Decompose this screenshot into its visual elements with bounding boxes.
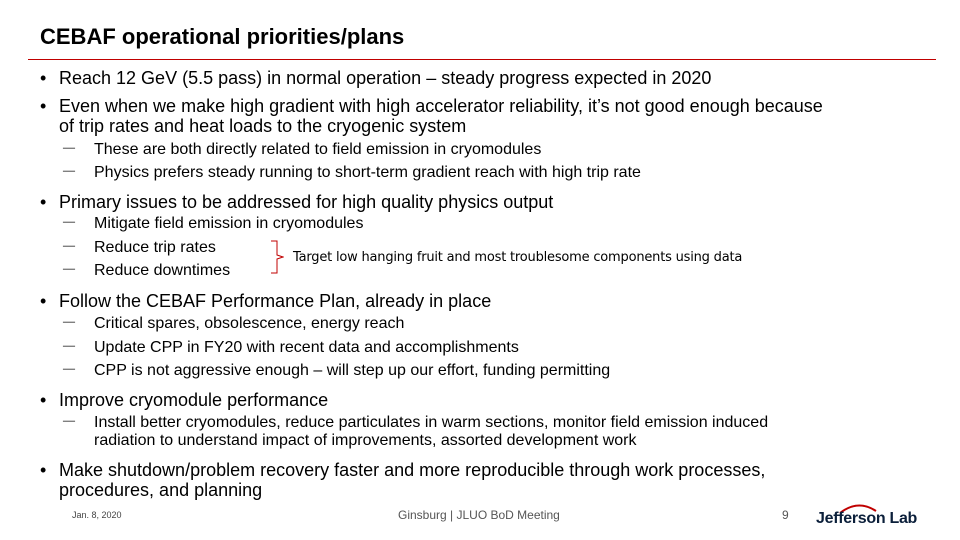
dash-marker: － — [61, 141, 76, 158]
dash-marker: － — [61, 262, 76, 279]
bullet-text: Follow the CEBAF Performance Plan, already in place — [59, 291, 492, 311]
dash-marker: － — [61, 239, 76, 256]
bullet-text: Even when we make high gradient with high accelerator reliability, it’s not good enough because — [59, 96, 823, 116]
bullet-marker: • — [40, 68, 47, 88]
sub-bullet-text: Reduce trip rates — [94, 239, 216, 256]
sub-bullet-text: Physics prefers steady running to short-term gradient reach with high trip rate — [94, 164, 641, 181]
jefferson-lab-logo: Jefferson Lab — [816, 510, 918, 527]
sub-bullet-text: Install better cryomodules, reduce particulates in warm sections, monitor field emission induced — [94, 414, 769, 431]
dash-marker: － — [61, 339, 76, 356]
brace-annotation: Target low hanging fruit and most troublesome components using data — [293, 250, 743, 265]
bullet-marker: • — [40, 460, 47, 480]
bullet-text: of trip rates and heat loads to the cryogenic system — [59, 116, 467, 136]
bullet-text: Improve cryomodule performance — [59, 390, 329, 410]
sub-bullet-text: These are both directly related to field emission in cryomodules — [94, 141, 542, 158]
dash-marker: － — [61, 362, 76, 379]
sub-bullet-text: Update CPP in FY20 with recent data and accomplishments — [94, 339, 519, 356]
bullet-marker: • — [40, 192, 47, 212]
page-number: 9 — [782, 508, 789, 522]
dash-marker: － — [61, 414, 76, 431]
bullet-text: Reach 12 GeV (5.5 pass) in normal operation – steady progress expected in 2020 — [59, 68, 712, 88]
sub-bullet-text: Critical spares, obsolescence, energy reach — [94, 315, 405, 332]
footer-date: Jan. 8, 2020 — [72, 510, 122, 520]
sub-bullet-text: radiation to understand impact of improvements, assorted development work — [94, 432, 637, 449]
dash-marker: － — [61, 315, 76, 332]
slide-title: CEBAF operational priorities/plans — [40, 24, 405, 49]
sub-bullet-text: Mitigate field emission in cryomodules — [94, 215, 364, 232]
title-divider — [28, 59, 936, 60]
sub-bullet-text: CPP is not aggressive enough – will step up our effort, funding permitting — [94, 362, 611, 379]
bullet-text: procedures, and planning — [59, 480, 263, 500]
right-brace-icon — [270, 240, 284, 274]
footer-presenter: Ginsburg | JLUO BoD Meeting — [398, 508, 560, 522]
bullet-marker: • — [40, 96, 47, 116]
sub-bullet-text: Reduce downtimes — [94, 262, 231, 279]
bullet-text: Make shutdown/problem recovery faster and more reproducible through work processes, — [59, 460, 766, 480]
bullet-text: Primary issues to be addressed for high quality physics output — [59, 192, 554, 212]
bullet-marker: • — [40, 291, 47, 311]
dash-marker: － — [61, 215, 76, 232]
bullet-marker: • — [40, 390, 47, 410]
dash-marker: － — [61, 164, 76, 181]
